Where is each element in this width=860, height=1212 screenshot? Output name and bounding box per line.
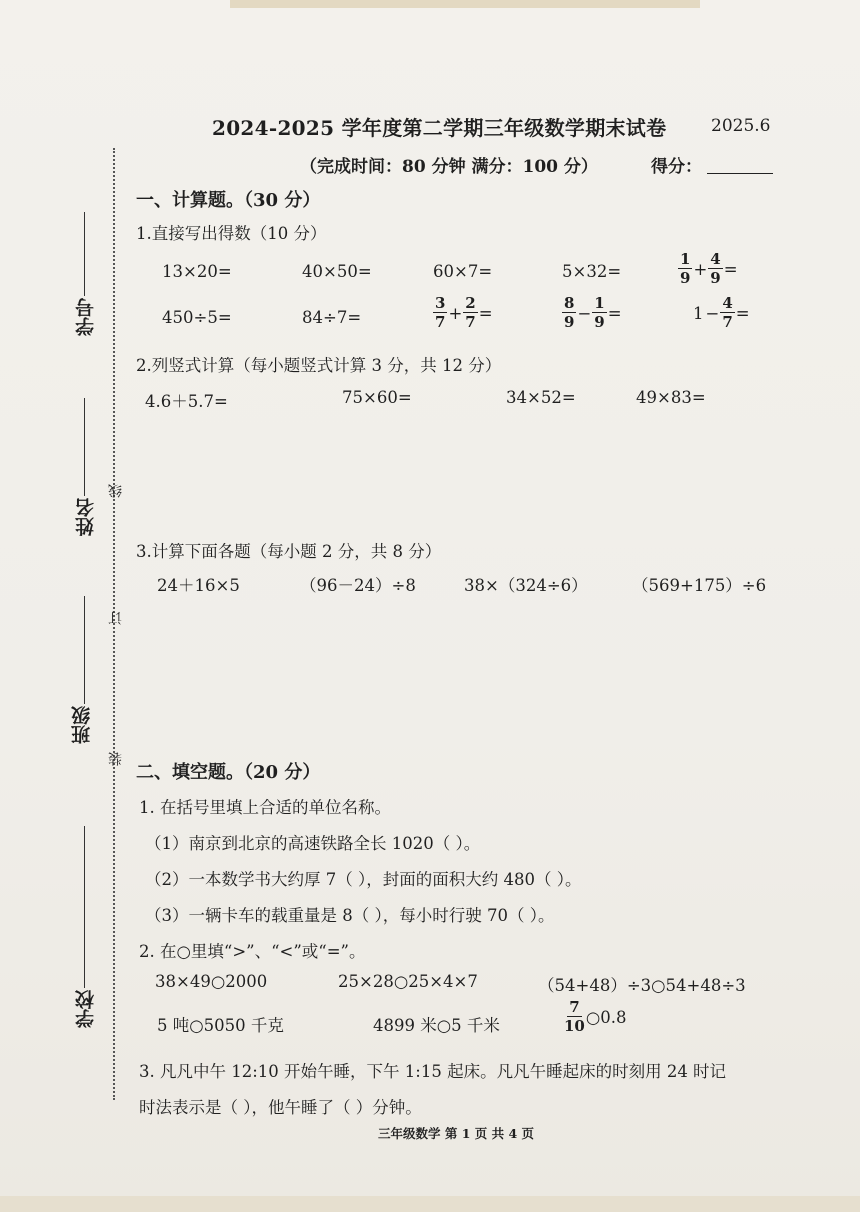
page-footer: 三年级数学 第 1 页 共 4 页 <box>378 1126 535 1141</box>
vertical-calc-item: 34×52= <box>506 388 576 407</box>
score-label: 得分： <box>651 157 702 177</box>
calc-item: 60×7= <box>433 262 493 281</box>
mixed-calc-item: （96－24）÷8 <box>300 576 416 595</box>
student-id-line <box>84 212 85 296</box>
line-mark: 线 <box>108 484 124 498</box>
vertical-calc-item: 75×60= <box>342 388 412 407</box>
fill-q3-line2: 时法表示是（ ），他午睡了（ ）分钟。 <box>139 1098 422 1117</box>
zhuang-mark: 装 <box>108 752 124 766</box>
name-line <box>84 398 85 496</box>
q1-title: 1.直接写出得数（10 分） <box>136 224 327 243</box>
compare-fraction-item: $\frac{7}{10}$ ○0.8 <box>564 998 627 1035</box>
fill-line: （3）一辆卡车的载重量是 8（ ），每小时行驶 70（ ）。 <box>145 906 555 925</box>
mixed-calc-item: 24＋16×5 <box>157 576 240 595</box>
ding-mark: 订 <box>108 611 124 625</box>
class-label: 班级 <box>71 706 93 744</box>
top-edge-tape <box>230 0 700 8</box>
calc-item: 84÷7= <box>302 308 362 327</box>
fill-line: （1）南京到北京的高速铁路全长 1020（ ）。 <box>145 834 481 853</box>
q2-title: 2.列竖式计算（每小题竖式计算 3 分，共 12 分） <box>136 356 502 375</box>
exam-title: 2024-2025 学年度第二学期三年级数学期末试卷 <box>212 116 667 140</box>
vertical-calc-item: 4.6＋5.7= <box>145 392 228 411</box>
compare-item: 38×49○2000 <box>155 972 268 991</box>
fill-line: （2）一本数学书大约厚 7（ ），封面的面积大约 480（ ）。 <box>145 870 582 889</box>
fraction-expr: $\frac{8}{9}$ − $\frac{1}{9}$ = <box>564 294 622 331</box>
compare-item: 25×28○25×4×7 <box>338 972 478 991</box>
section2-heading: 二、填空题。（20 分） <box>136 762 321 783</box>
mixed-calc-item: （569+175）÷6 <box>632 576 767 595</box>
fill-q2-title: 2. 在○里填“>”、“<”或“=”。 <box>139 942 366 961</box>
school-label: 学校 <box>75 990 97 1028</box>
compare-item: （54+48）÷3○54+48÷3 <box>538 976 746 995</box>
exam-date: 2025.6 <box>711 116 771 136</box>
school-line <box>84 826 85 988</box>
vertical-calc-item: 49×83= <box>636 388 706 407</box>
compare-item: 5 吨○5050 千克 <box>157 1016 284 1035</box>
q3-title: 3.计算下面各题（每小题 2 分，共 8 分） <box>136 542 442 561</box>
fill-q1-title: 1. 在括号里填上合适的单位名称。 <box>139 798 391 817</box>
fraction-expr: $\frac{1}{9}$ + $\frac{4}{9}$ = <box>680 250 738 287</box>
calc-item: 450÷5= <box>162 308 232 327</box>
section1-heading: 一、计算题。（30 分） <box>136 190 321 211</box>
fill-q3-line1: 3. 凡凡中午 12:10 开始午睡，下午 1:15 起床。凡凡午睡起床的时刻用 24 时记 <box>139 1062 727 1081</box>
exam-subtitle: （完成时间：80 分钟 满分：100 分） <box>300 157 598 177</box>
mixed-calc-item: 38×（324÷6） <box>464 576 588 595</box>
compare-item: 4899 米○5 千米 <box>373 1016 500 1035</box>
score-blank[interactable] <box>707 173 773 174</box>
fraction-expr: 1 − $\frac{4}{7}$ = <box>693 294 750 331</box>
name-label: 姓名 <box>75 498 97 536</box>
bottom-edge <box>0 1196 860 1212</box>
fraction-expr: $\frac{3}{7}$ + $\frac{2}{7}$ = <box>435 294 493 331</box>
student-id-label: 学号 <box>75 298 97 336</box>
calc-item: 40×50= <box>302 262 372 281</box>
class-line <box>84 596 85 704</box>
calc-item: 13×20= <box>162 262 232 281</box>
calc-item: 5×32= <box>562 262 622 281</box>
